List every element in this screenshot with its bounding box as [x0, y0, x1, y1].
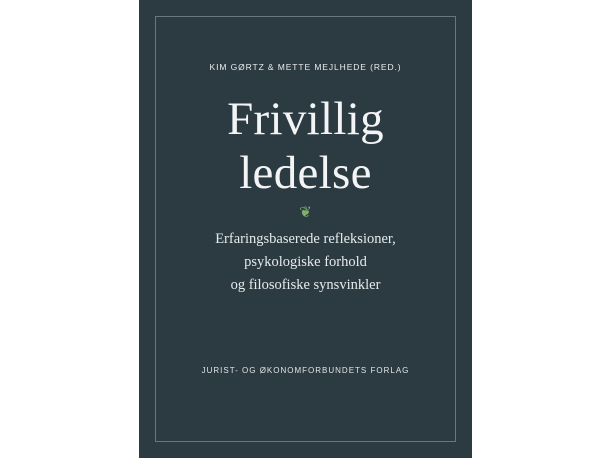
cover-subtitle: [139, 228, 472, 297]
cover-subtitle-line-3: og filosofiske synsvinkler: [230, 277, 381, 293]
page-margin-left: [0, 0, 139, 458]
leaf-ornament-icon: ❦: [299, 204, 312, 221]
cover-title: [139, 92, 472, 200]
cover-publisher: JURIST- OG ØKONOMFORBUNDETS FORLAG: [201, 366, 410, 375]
page-margin-right: [471, 0, 610, 458]
cover-title-line-1: Frivillig: [227, 93, 384, 145]
cover-subtitle-line-1: Erfaringsbaserede refleksioner,: [215, 231, 396, 247]
cover-subtitle-line-2: psykologiske forhold: [244, 254, 367, 270]
cover-title-line-2: ledelse: [239, 147, 372, 199]
book-cover: [139, 0, 472, 458]
cover-editors: KIM GØRTZ & METTE MEJLHEDE (RED.): [209, 62, 402, 72]
